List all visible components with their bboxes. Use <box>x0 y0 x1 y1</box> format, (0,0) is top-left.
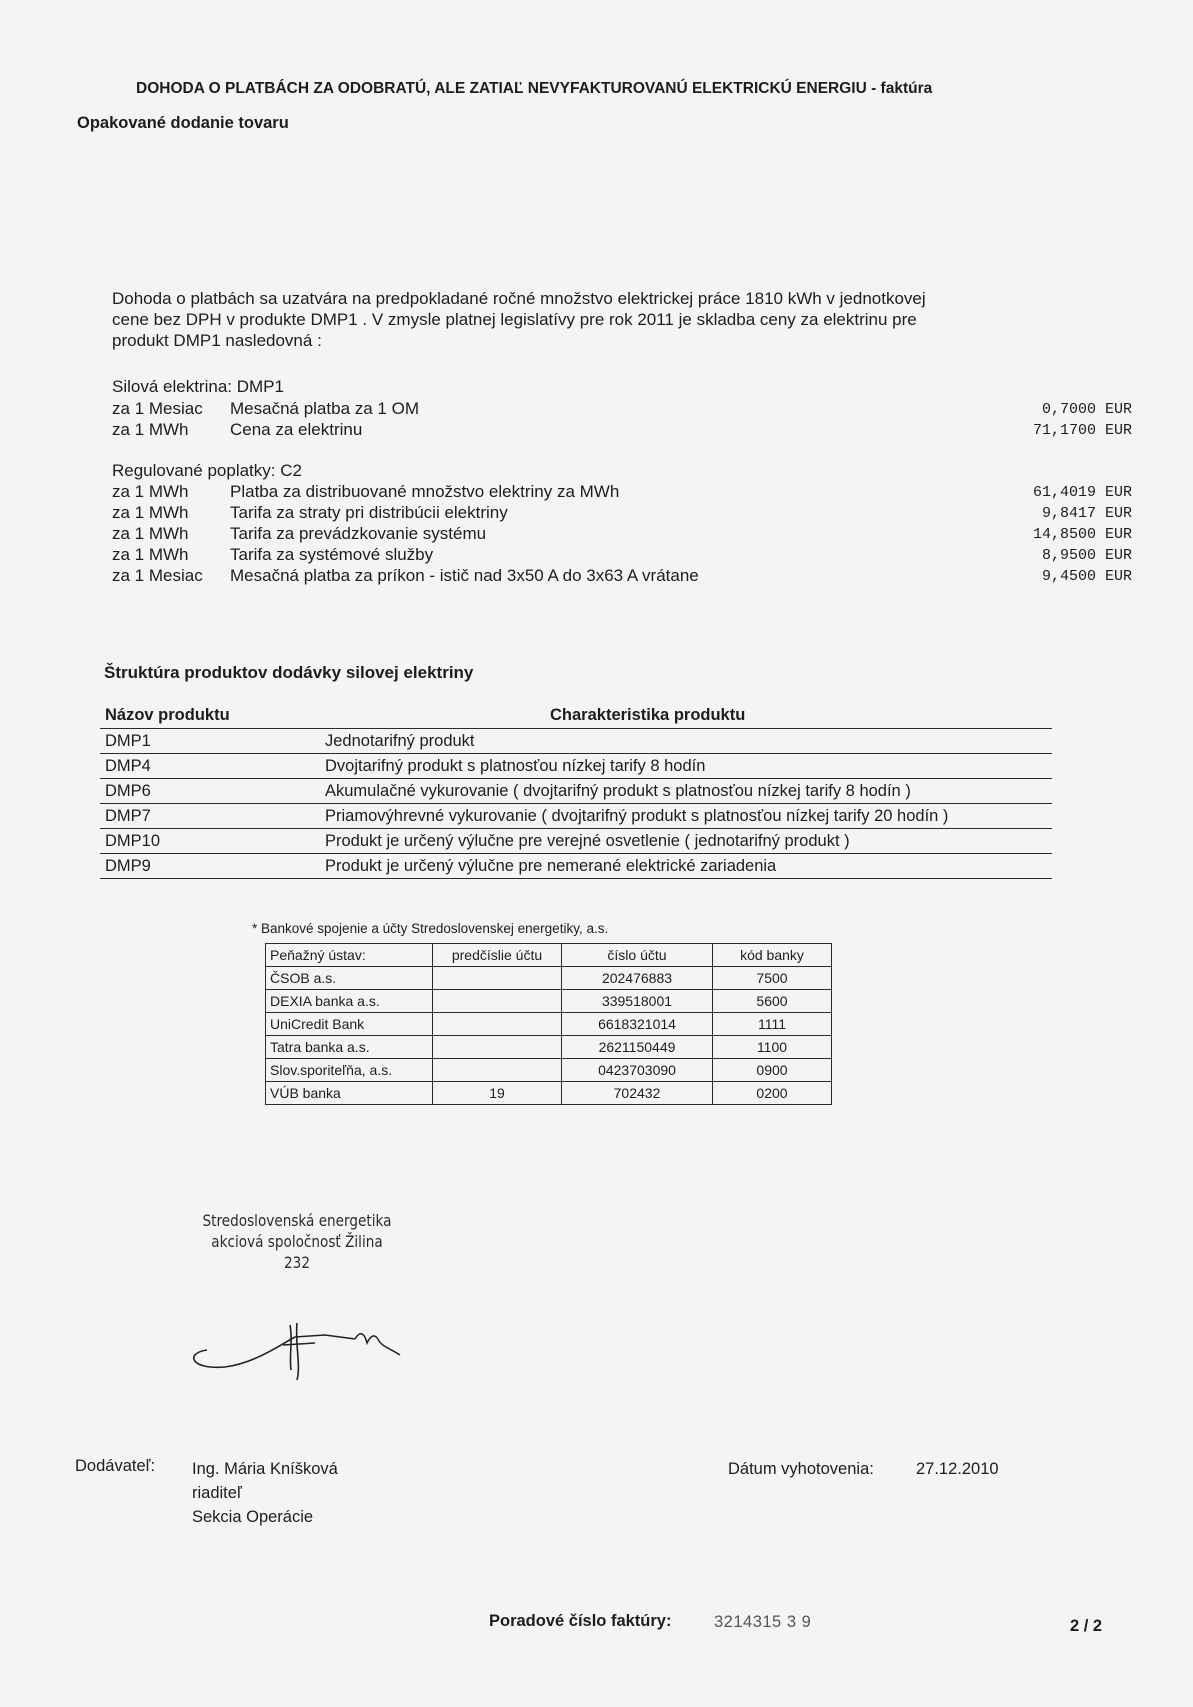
price-amount: 9,4500 EUR <box>1041 568 1132 585</box>
table-row <box>266 1013 832 1036</box>
price-row <box>112 399 1132 419</box>
bank-name: VÚB banka <box>266 1082 433 1105</box>
product-table-header <box>100 706 1052 729</box>
stamp-line: 232 <box>284 1253 310 1272</box>
product-desc: Jednotarifný produkt <box>325 732 475 750</box>
account-prefix <box>433 1036 562 1059</box>
supplier-name: Ing. Mária Kníšková <box>192 1460 338 1478</box>
structure-title: Štruktúra produktov dodávky silovej elektriny <box>104 663 474 682</box>
supplier-role: riaditeľ <box>192 1484 242 1502</box>
account-prefix: 19 <box>433 1082 562 1105</box>
bank-name: Slov.sporiteľňa, a.s. <box>266 1059 433 1082</box>
price-unit: za 1 MWh <box>112 482 189 501</box>
company-stamp <box>195 1210 399 1273</box>
bank-name: DEXIA banka a.s. <box>266 990 433 1013</box>
date-value: 27.12.2010 <box>916 1460 999 1478</box>
account-prefix <box>433 1013 562 1036</box>
price-desc: Tarifa za systémové služby <box>230 545 434 564</box>
bank-code: 7500 <box>713 967 832 990</box>
intro-line: cene bez DPH v produkte DMP1 . V zmysle platnej legislatívy pre rok 2011 je skladba ceny za elektrinu pre <box>112 310 917 329</box>
document-title: DOHODA O PLATBÁCH ZA ODOBRATÚ, ALE ZATIAĽ NEVYFAKTUROVANÚ ELEKTRICKÚ ENERGIU - faktúra <box>136 80 933 97</box>
account-prefix <box>433 990 562 1013</box>
product-name: DMP10 <box>105 832 161 850</box>
table-row <box>100 804 1052 829</box>
price-row <box>112 420 1132 440</box>
column-header: predčíslie účtu <box>433 944 562 967</box>
price-unit: za 1 MWh <box>112 503 189 522</box>
bank-name: UniCredit Bank <box>266 1013 433 1036</box>
price-amount: 9,8417 EUR <box>1041 505 1132 522</box>
column-header: Peňažný ústav: <box>266 944 433 967</box>
price-unit: za 1 MWh <box>112 545 189 564</box>
account-number: 702432 <box>562 1082 713 1105</box>
bank-code: 5600 <box>713 990 832 1013</box>
bank-name: ČSOB a.s. <box>266 967 433 990</box>
stamp-line: Stredoslovenská energetika <box>202 1211 392 1230</box>
price-desc: Tarifa za prevádzkovanie systému <box>230 524 487 543</box>
product-name: DMP6 <box>105 782 151 800</box>
product-desc: Produkt je určený výlučne pre verejné osvetlenie ( jednotarifný produkt ) <box>325 832 850 850</box>
price-desc: Mesačná platba za 1 OM <box>230 399 419 418</box>
account-number: 2621150449 <box>562 1036 713 1059</box>
stamp-line: akciová spoločnosť Žilina <box>211 1232 383 1251</box>
table-row <box>100 779 1052 804</box>
product-desc: Dvojtarifný produkt s platnosťou nízkej tarify 8 hodín <box>325 757 706 775</box>
price-desc: Platba za distribuované množstvo elektriny za MWh <box>230 482 620 501</box>
bank-code: 1111 <box>713 1013 832 1036</box>
price-row <box>112 524 1132 544</box>
bank-table <box>265 943 832 1105</box>
product-table <box>100 706 1052 879</box>
price-row <box>112 503 1132 523</box>
account-number: 6618321014 <box>562 1013 713 1036</box>
price-unit: za 1 MWh <box>112 420 189 439</box>
table-row <box>266 990 832 1013</box>
price-amount: 61,4019 EUR <box>1032 484 1132 501</box>
table-row <box>100 829 1052 854</box>
account-number: 0423703090 <box>562 1059 713 1082</box>
product-name: DMP1 <box>105 732 151 750</box>
price-amount: 71,1700 EUR <box>1032 422 1132 439</box>
product-name: DMP7 <box>105 807 151 825</box>
account-number: 202476883 <box>562 967 713 990</box>
price-unit: za 1 Mesiac <box>112 399 203 418</box>
product-desc: Produkt je určený výlučne pre nemerané elektrické zariadenia <box>325 857 777 875</box>
product-name: DMP4 <box>105 757 151 775</box>
invoice-number-label: Poradové číslo faktúry: <box>489 1612 672 1630</box>
price-row <box>112 566 1132 586</box>
price-unit: za 1 MWh <box>112 524 189 543</box>
bank-code: 0900 <box>713 1059 832 1082</box>
account-prefix <box>433 967 562 990</box>
product-desc: Akumulačné vykurovanie ( dvojtarifný produkt s platnosťou nízkej tarify 8 hodín ) <box>325 782 911 800</box>
document-subtitle: Opakované dodanie tovaru <box>77 114 289 132</box>
supplier-label: Dodávateľ: <box>75 1457 156 1475</box>
column-header: Charakteristika produktu <box>550 706 746 724</box>
table-row <box>100 754 1052 779</box>
bank-table-header <box>266 944 832 967</box>
bank-caption: * Bankové spojenie a účty Stredoslovenskej energetiky, a.s. <box>252 921 609 936</box>
price-row <box>112 545 1132 565</box>
price-amount: 0,7000 EUR <box>1041 401 1132 418</box>
column-header: číslo účtu <box>562 944 713 967</box>
account-prefix <box>433 1059 562 1082</box>
table-row <box>266 1036 832 1059</box>
table-row <box>266 1059 832 1082</box>
table-row <box>266 967 832 990</box>
table-row <box>100 854 1052 879</box>
price-desc: Tarifa za straty pri distribúcii elektriny <box>230 503 508 522</box>
price-row <box>112 482 1132 502</box>
price-amount: 8,9500 EUR <box>1041 547 1132 564</box>
bank-code: 1100 <box>713 1036 832 1059</box>
product-desc: Priamovýhrevné vykurovanie ( dvojtarifný produkt s platnosťou nízkej tarify 20 hodín ) <box>325 807 949 825</box>
table-row <box>100 729 1052 754</box>
intro-line: produkt DMP1 nasledovná : <box>112 331 322 350</box>
intro-paragraph <box>112 288 1072 351</box>
price-unit: za 1 Mesiac <box>112 566 203 585</box>
silova-heading: Silová elektrina: DMP1 <box>112 377 284 396</box>
invoice-number-value: 3214315 3 9 <box>714 1613 812 1631</box>
intro-line: Dohoda o platbách sa uzatvára na predpokladané ročné množstvo elektrickej práce 1810 kWh v jednotkovej <box>112 289 926 308</box>
product-name: DMP9 <box>105 857 151 875</box>
date-label: Dátum vyhotovenia: <box>728 1460 874 1478</box>
supplier-block <box>192 1457 338 1529</box>
signature-image <box>185 1315 435 1395</box>
bank-name: Tatra banka a.s. <box>266 1036 433 1059</box>
supplier-dept: Sekcia Operácie <box>192 1508 314 1526</box>
regulovane-heading: Regulované poplatky: C2 <box>112 461 302 480</box>
column-header: kód banky <box>713 944 832 967</box>
account-number: 339518001 <box>562 990 713 1013</box>
column-header: Názov produktu <box>105 706 230 724</box>
page-number: 2 / 2 <box>1070 1617 1103 1635</box>
price-desc: Cena za elektrinu <box>230 420 363 439</box>
price-amount: 14,8500 EUR <box>1032 526 1132 543</box>
bank-code: 0200 <box>713 1082 832 1105</box>
table-row <box>266 1082 832 1105</box>
price-desc: Mesačná platba za príkon - istič nad 3x50 A do 3x63 A vrátane <box>230 566 699 585</box>
